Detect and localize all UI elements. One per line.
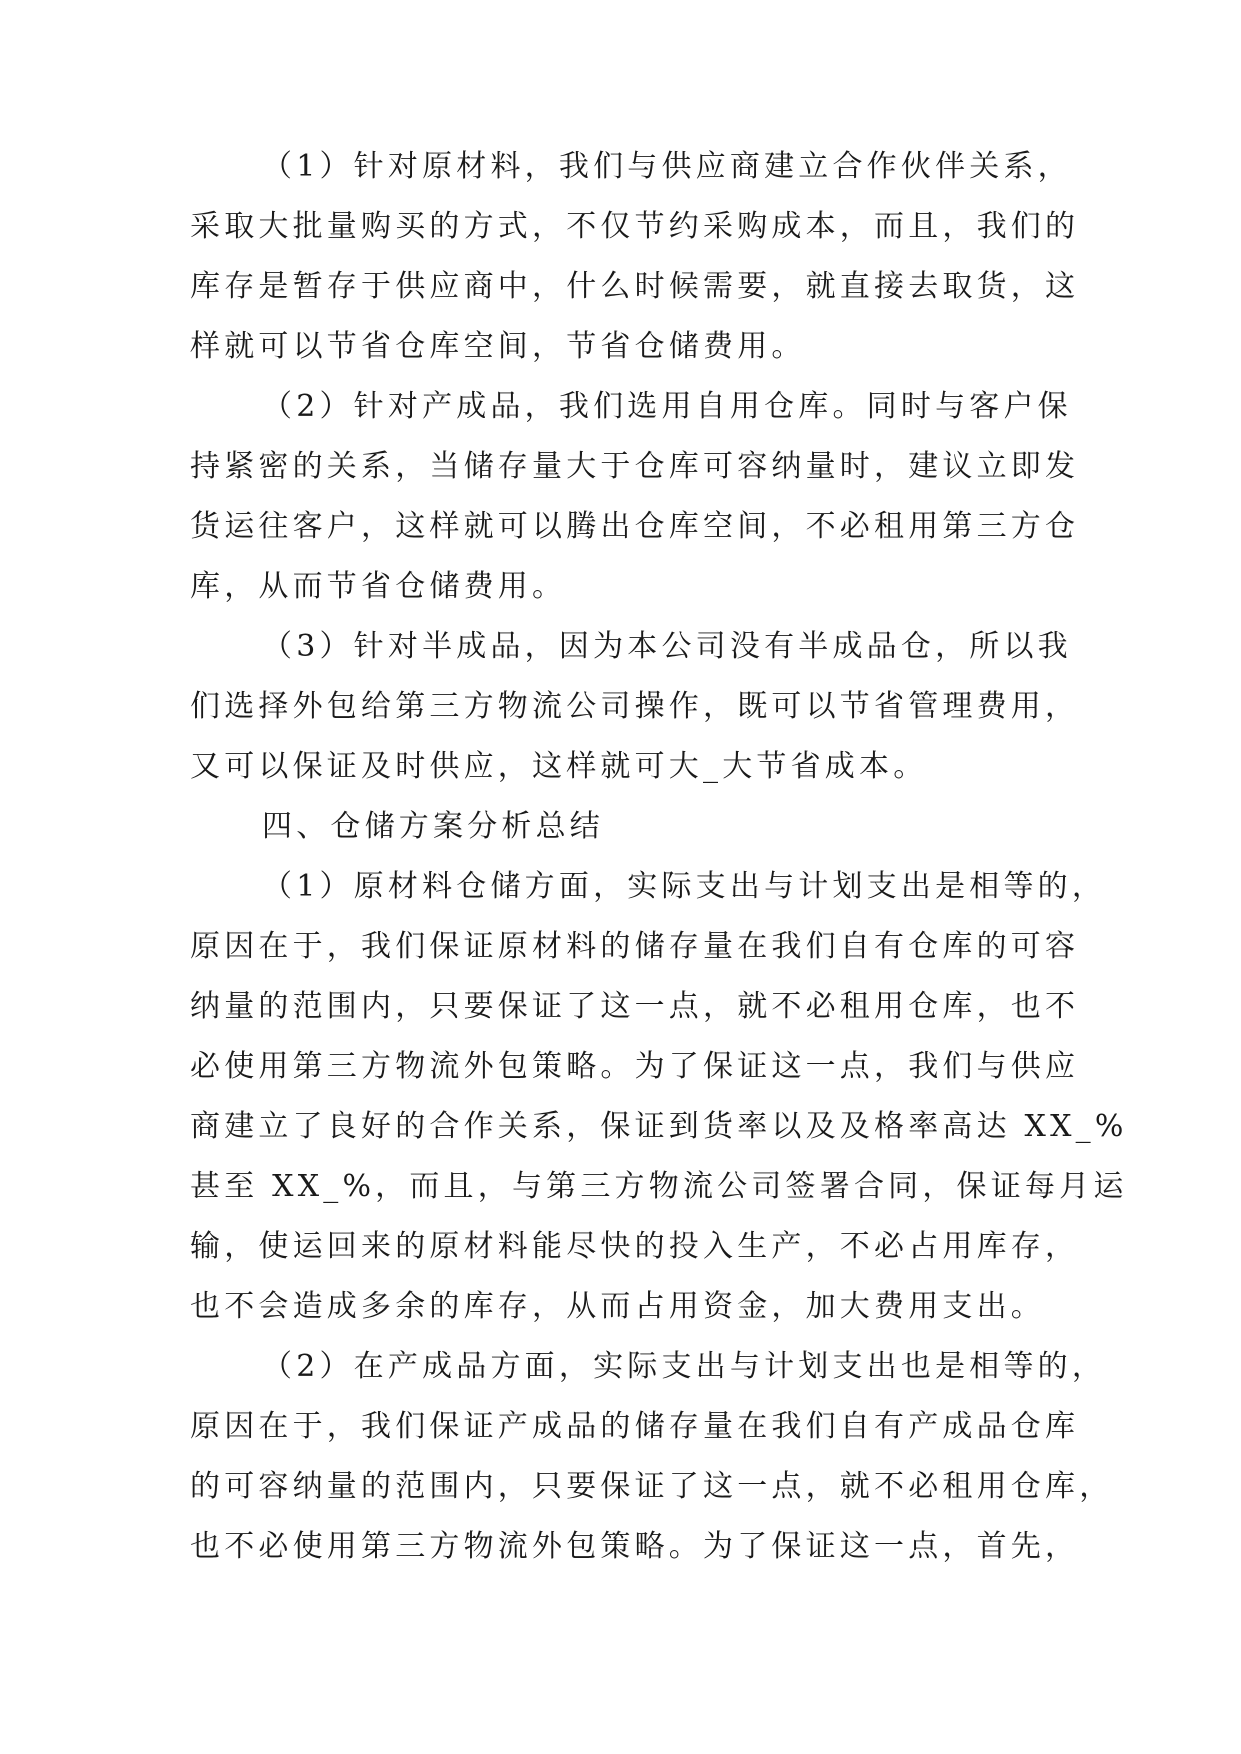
text-line: 必使用第三方物流外包策略。为了保证这一点，我们与供应	[190, 1049, 1080, 1084]
text-line: （2）针对产成品，我们选用自用仓库。同时与客户保	[262, 389, 1072, 424]
text-line: （1）针对原材料，我们与供应商建立合作伙伴关系，	[262, 149, 1072, 184]
text-line: 库存是暂存于供应商中，什么时候需要，就直接去取货，这	[190, 269, 1080, 304]
text-line: 们选择外包给第三方物流公司操作，既可以节省管理费用，	[190, 689, 1080, 724]
text-line: （1）原材料仓储方面，实际支出与计划支出是相等的，	[262, 869, 1107, 904]
text-line: 采取大批量购买的方式，不仅节约采购成本，而且，我们的	[190, 209, 1080, 244]
text-line: 库，从而节省仓储费用。	[190, 569, 567, 604]
section-heading: 四、仓储方案分析总结	[262, 809, 604, 844]
text-line: 输，使运回来的原材料能尽快的投入生产，不必占用库存，	[190, 1229, 1080, 1264]
text-line: 甚至 XX_%，而且，与第三方物流公司签署合同，保证每月运	[190, 1169, 1128, 1204]
text-line: 也不会造成多余的库存，从而占用资金，加大费用支出。	[190, 1289, 1045, 1324]
text-line: 货运往客户，这样就可以腾出仓库空间，不必租用第三方仓	[190, 509, 1080, 544]
text-line: 又可以保证及时供应，这样就可大_大节省成本。	[190, 749, 928, 784]
text-line: 也不必使用第三方物流外包策略。为了保证这一点，首先，	[190, 1529, 1080, 1564]
text-line: （3）针对半成品，因为本公司没有半成品仓，所以我	[262, 629, 1072, 664]
text-line: 商建立了良好的合作关系，保证到货率以及及格率高达 XX_%	[190, 1109, 1128, 1144]
text-line: 的可容纳量的范围内，只要保证了这一点，就不必租用仓库，	[190, 1469, 1114, 1504]
text-line: 样就可以节省仓库空间，节省仓储费用。	[190, 329, 806, 364]
text-line: 纳量的范围内，只要保证了这一点，就不必租用仓库，也不	[190, 989, 1080, 1024]
text-line: 持紧密的关系，当储存量大于仓库可容纳量时，建议立即发	[190, 449, 1080, 484]
text-line: 原因在于，我们保证产成品的储存量在我们自有产成品仓库	[190, 1409, 1080, 1444]
text-line: 原因在于，我们保证原材料的储存量在我们自有仓库的可容	[190, 929, 1080, 964]
text-line: （2）在产成品方面，实际支出与计划支出也是相等的，	[262, 1349, 1107, 1384]
